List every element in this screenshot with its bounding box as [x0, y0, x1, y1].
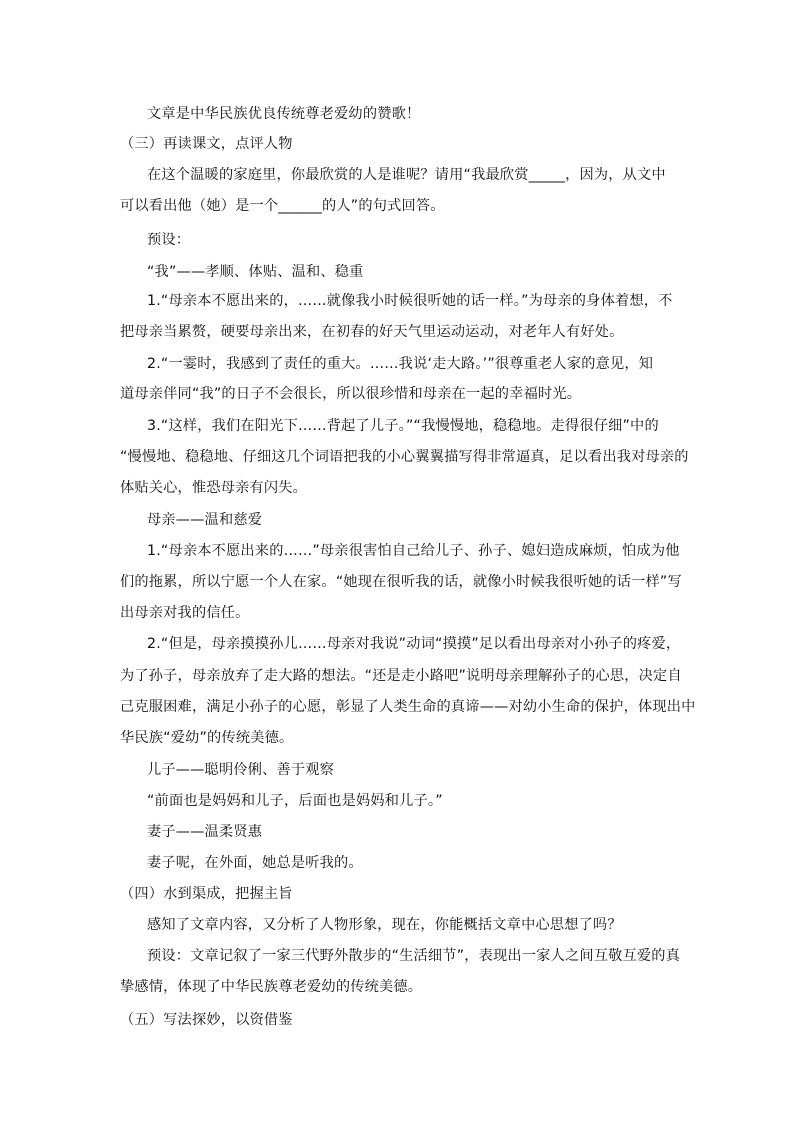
text-line: 1.“母亲本不愿出来的……”母亲很害怕自己给儿子、孙子、媳妇造成麻烦，怕成为他	[147, 543, 680, 559]
text-line: 母亲——温和慈爱	[147, 512, 263, 528]
text-line: 1.“母亲本不愿出来的，……就像我小时候很听她的话一样。”为母亲的身体着想，不	[147, 293, 673, 309]
section-heading: （四）水到渠成，把握主旨	[120, 886, 293, 902]
text-line: 2.“但是，母亲摸摸孙儿……母亲对我说”动词“摸摸”足以看出母亲对小孙子的疼爱，	[147, 636, 681, 652]
section-heading: （五）写法探妙，以资借鉴	[120, 1012, 293, 1028]
text-line: “慢慢地、稳稳地、仔细这几个词语把我的小心翼翼描写得非常逼真，足以看出我对母亲的	[120, 449, 689, 465]
text-line: 华民族“爱幼”的传统美德。	[120, 730, 294, 746]
text-line: 儿子——聪明伶俐、善于观察	[147, 762, 335, 778]
text-line: 预设：文章记叙了一家三代野外散步的“生活细节”，表现出一家人之间互敬互爱的真	[147, 948, 681, 964]
text-line: 们的拖累，所以宁愿一个人在家。“她现在很听我的话，就像小时候我很听她的话一样”写	[120, 574, 682, 590]
text-line: 体贴关心，惟恐母亲有闪失。	[120, 480, 308, 496]
text-line: 己克服困难，满足小孙子的心愿，彰显了人类生命的真谛——对幼小生命的保护，体现出中	[120, 699, 696, 715]
text-line: 为了孙子，母亲放弃了走大路的想法。“还是走小路吧”说明母亲理解孙子的心思，决定自	[120, 668, 682, 684]
text-line: 在这个温暖的家庭里，你最欣赏的人是谁呢？请用“我最欣赏_____，因为，从文中	[147, 167, 666, 183]
text-line: 把母亲当累赘，硬要母亲出来，在初春的好天气里运动运动，对老年人有好处。	[120, 324, 624, 340]
text-line: 妻子呢，在外面，她总是听我的。	[147, 855, 363, 871]
text-line: 预设：	[147, 232, 191, 248]
text-line: 妻子——温柔贤惠	[147, 824, 263, 840]
text-line: “前面也是妈妈和儿子，后面也是妈妈和儿子。”	[147, 793, 443, 809]
text-line: “我”——孝顺、体贴、温和、稳重	[147, 264, 364, 280]
text-line: 出母亲对我的信任。	[120, 605, 250, 621]
text-line: 感知了文章内容，又分析了人物形象，现在，你能概括文章中心思想了吗？	[147, 917, 622, 933]
text-line: 挚感情，体现了中华民族尊老爱幼的传统美德。	[120, 979, 423, 995]
text-line: 文章是中华民族优良传统尊老爱幼的赞歌！	[147, 106, 421, 122]
text-line: 道母亲伴同“我”的日子不会很长，所以很珍惜和母亲在一起的幸福时光。	[120, 386, 582, 402]
section-heading: （三）再读课文，点评人物	[120, 136, 293, 152]
text-line: 2.“一霎时，我感到了责任的重大。……我说‘走大路。’”很尊重老人家的意见，知	[147, 356, 654, 372]
text-line: 3.“这样，我们在阳光下……背起了儿子。”“我慢慢地，稳稳地。走得很仔细”中的	[147, 418, 659, 434]
text-line: 可以看出他（她）是一个______的人”的句式回答。	[120, 198, 445, 214]
